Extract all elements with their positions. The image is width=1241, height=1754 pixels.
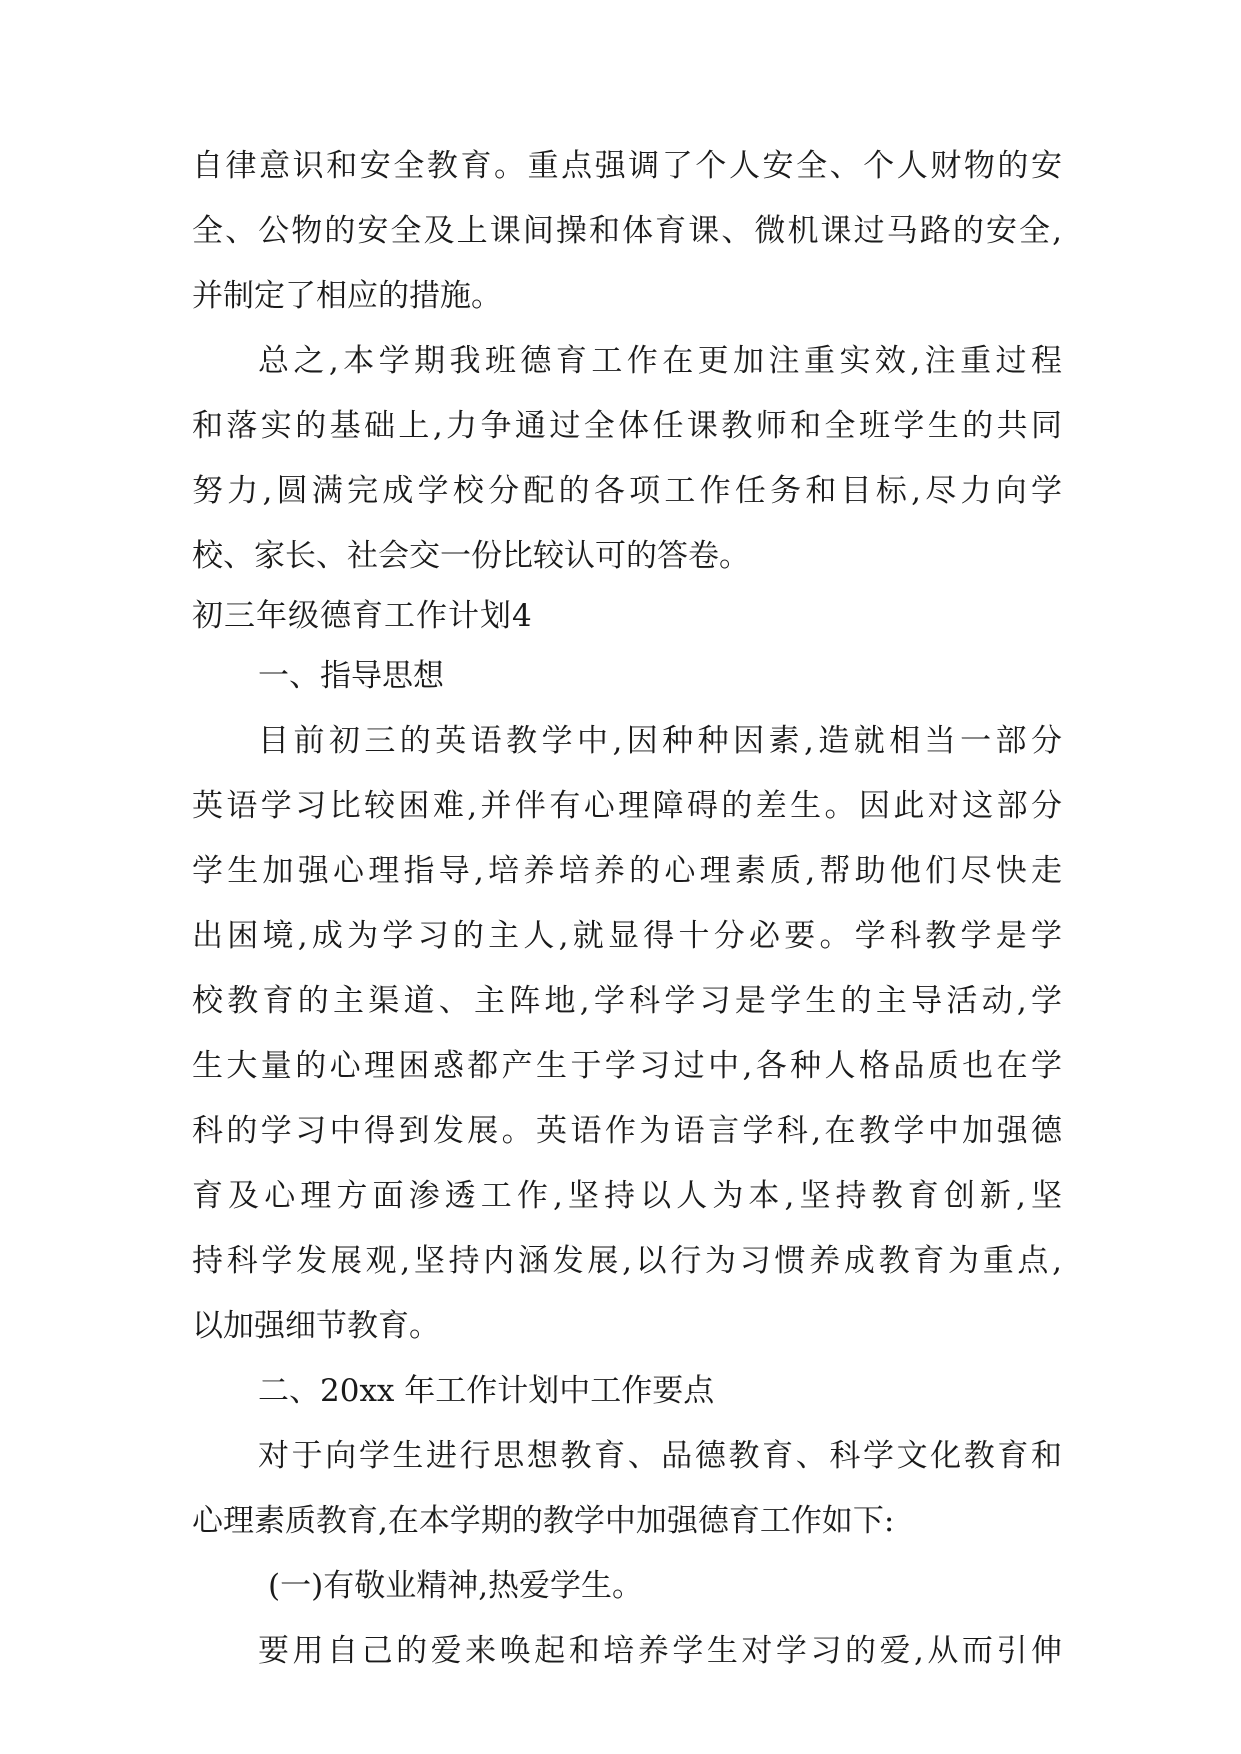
paragraph-line: 持科学发展观,坚持内涵发展,以行为习惯养成教育为重点, <box>192 1243 1062 1279</box>
paragraph-line: 以加强细节教育。 <box>192 1308 440 1344</box>
paragraph-line: 心理素质教育,在本学期的教学中加强德育工作如下: <box>192 1503 895 1539</box>
paragraph-line: 总之,本学期我班德育工作在更加注重实效,注重过程 <box>258 343 1062 379</box>
paragraph-line: 全、公物的安全及上课间操和体育课、微机课过马路的安全, <box>192 213 1062 249</box>
paragraph-line: 出困境,成为学习的主人,就显得十分必要。学科教学是学 <box>192 918 1062 954</box>
paragraph-line: 对于向学生进行思想教育、品德教育、科学文化教育和 <box>258 1438 1062 1474</box>
paragraph-line: 育及心理方面渗透工作,坚持以人为本,坚持教育创新,坚 <box>192 1178 1062 1214</box>
paragraph-line: 努力,圆满完成学校分配的各项工作任务和目标,尽力向学 <box>192 473 1062 509</box>
subsection-heading: (一)有敬业精神,热爱学生。 <box>268 1568 644 1604</box>
paragraph-line: 生大量的心理困惑都产生于学习过中,各种人格品质也在学 <box>192 1048 1062 1084</box>
paragraph-line: 目前初三的英语教学中,因种种因素,造就相当一部分 <box>258 723 1062 759</box>
paragraph-line: 校、家长、社会交一份比较认可的答卷。 <box>192 538 750 574</box>
paragraph-line: 要用自己的爱来唤起和培养学生对学习的爱,从而引伸 <box>258 1633 1062 1669</box>
paragraph-line: 英语学习比较困难,并伴有心理障碍的差生。因此对这部分 <box>192 788 1062 824</box>
paragraph-line: 科的学习中得到发展。英语作为语言学科,在教学中加强德 <box>192 1113 1062 1149</box>
section-heading: 二、20xx 年工作计划中工作要点 <box>258 1373 715 1409</box>
paragraph-line: 校教育的主渠道、主阵地,学科学习是学生的主导活动,学 <box>192 983 1062 1019</box>
paragraph-line: 和落实的基础上,力争通过全体任课教师和全班学生的共同 <box>192 408 1062 444</box>
section-heading: 一、指导思想 <box>258 658 444 694</box>
paragraph-line: 自律意识和安全教育。重点强调了个人安全、个人财物的安 <box>192 148 1062 184</box>
paragraph-line: 并制定了相应的措施。 <box>192 278 502 314</box>
paragraph-line: 学生加强心理指导,培养培养的心理素质,帮助他们尽快走 <box>192 853 1062 889</box>
section-title: 初三年级德育工作计划4 <box>192 598 533 634</box>
